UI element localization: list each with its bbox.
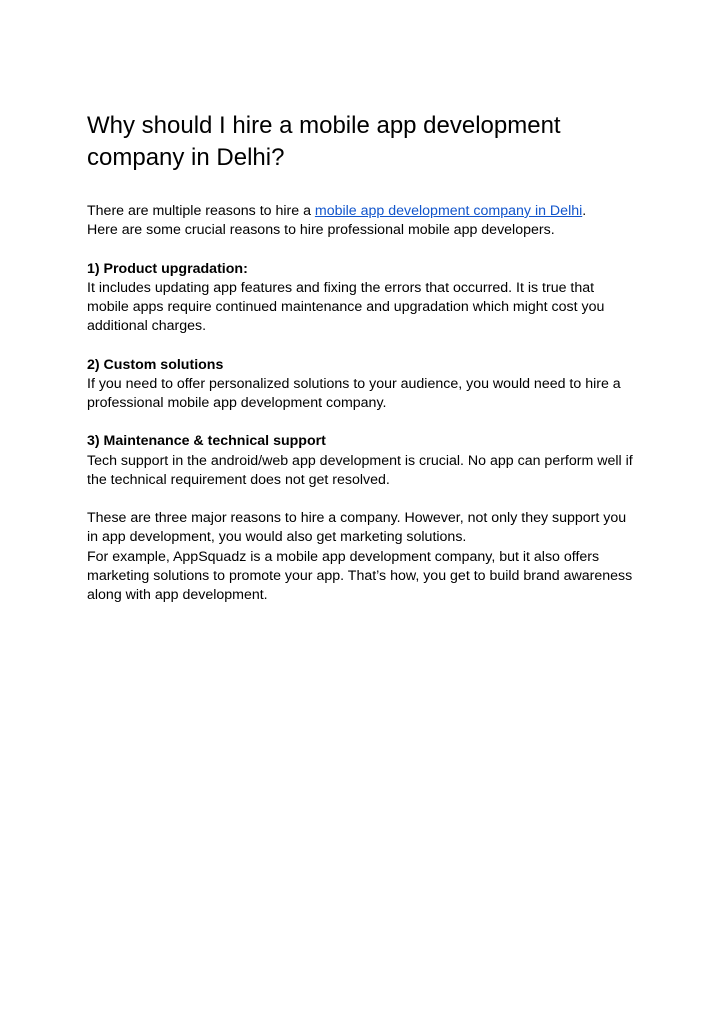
closing-paragraph-1: These are three major reasons to hire a company. However, not only they support you in app development, you would also get marketing solutions.	[87, 510, 627, 546]
section-heading-product-upgradation: 1) Product upgradation:	[87, 260, 248, 277]
section-body-product-upgradation: It includes updating app features and fixing the errors that occurred. It is true that mobile apps require continued maintenance and upgradation which might cost you additional charges.	[87, 279, 605, 335]
intro-text-after-link: .	[582, 203, 587, 219]
intro-line-2: Here are some crucial reasons to hire professional mobile app developers.	[87, 222, 555, 239]
section-body-maintenance: Tech support in the android/web app development is crucial. No app can perform well if the technical requirement does not get resolved.	[87, 452, 633, 488]
company-link[interactable]: mobile app development company in Delhi	[314, 203, 583, 219]
section-body-custom-solutions: If you need to offer personalized solutions to your audience, you would need to hire a professional mobile app development company.	[87, 375, 621, 411]
closing-paragraph-2: For example, AppSquadz is a mobile app development company, but it also offers marketing solutions to promote your app. That’s how, you get to build brand awareness along with app development.	[87, 548, 633, 603]
intro-paragraph	[87, 202, 637, 221]
section-heading-custom-solutions: 2) Custom solutions	[87, 356, 224, 373]
document-body	[87, 202, 637, 605]
section-heading-maintenance: 3) Maintenance & technical support	[87, 433, 326, 450]
document-title: Why should I hire a mobile app development company in Delhi?	[87, 112, 561, 171]
document-content	[87, 110, 637, 605]
intro-text-before-link: There are multiple reasons to hire a	[87, 203, 315, 219]
